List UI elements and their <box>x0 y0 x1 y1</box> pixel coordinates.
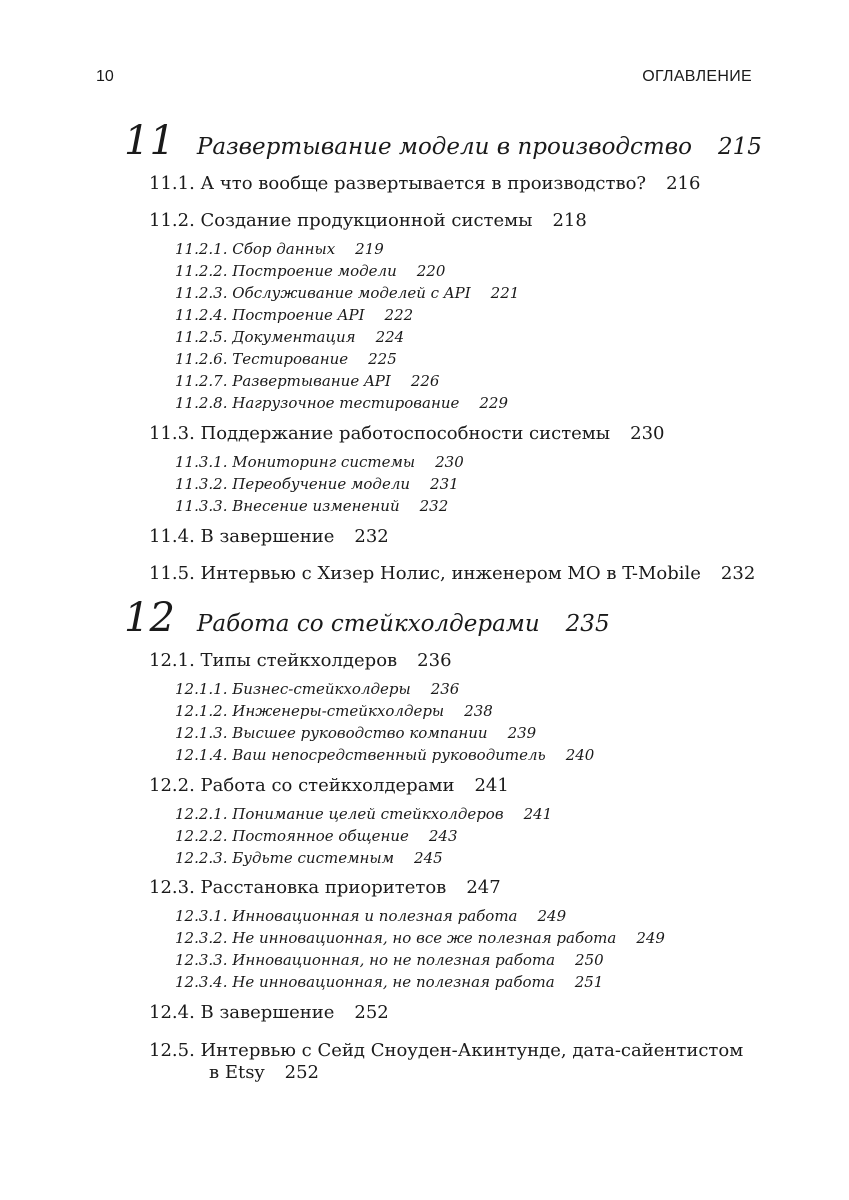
subsection-page: 221 <box>490 284 520 302</box>
subsection-page: 232 <box>419 497 449 515</box>
toc-subsection[interactable] <box>175 951 604 969</box>
toc-subsection[interactable] <box>175 497 448 515</box>
toc-subsection[interactable] <box>175 475 459 493</box>
toc-section[interactable] <box>149 210 587 231</box>
toc-section[interactable] <box>149 775 509 796</box>
subsection-label: 12.3.2. Не инновационная, но все же полезная работа <box>175 929 617 947</box>
subsection-page: 239 <box>507 724 537 742</box>
chapter-heading[interactable] <box>124 595 610 641</box>
subsection-page: 249 <box>537 907 567 925</box>
toc-subsection[interactable] <box>175 372 439 390</box>
subsection-label: 11.3.2. Переобучение модели <box>175 475 411 493</box>
section-label: 11.1. А что вообще развертывается в производство? <box>149 173 647 194</box>
toc-subsection[interactable] <box>175 306 413 324</box>
chapter-title: Работа со стейкхолдерами <box>196 611 540 637</box>
section-label-continued: в Etsy <box>209 1062 265 1083</box>
section-page: 252 <box>284 1062 319 1083</box>
chapter-page: 235 <box>565 611 610 637</box>
subsection-label: 11.2.6. Тестирование <box>175 350 349 368</box>
toc-section[interactable] <box>149 1040 743 1084</box>
subsection-label: 12.1.1. Бизнес-стейкхолдеры <box>175 680 411 698</box>
subsection-page: 224 <box>375 328 405 346</box>
chapter-heading[interactable] <box>124 118 762 164</box>
section-label: 11.2. Создание продукционной системы <box>149 210 533 231</box>
subsection-label: 11.2.7. Развертывание API <box>175 372 391 390</box>
section-label: 12.5. Интервью с Сейд Сноуден-Акинтунде, дата-сайентистом <box>149 1040 744 1061</box>
toc-section[interactable] <box>149 423 665 444</box>
running-title: ОГЛАВЛЕНИЕ <box>642 68 752 85</box>
subsection-page: 220 <box>416 262 446 280</box>
section-page: 218 <box>552 210 587 231</box>
section-page: 230 <box>630 423 665 444</box>
subsection-label: 12.3.1. Инновационная и полезная работа <box>175 907 518 925</box>
section-label: 12.1. Типы стейкхолдеров <box>149 650 398 671</box>
toc-subsection[interactable] <box>175 350 397 368</box>
subsection-label: 11.3.3. Внесение изменений <box>175 497 400 515</box>
toc-section[interactable] <box>149 650 452 671</box>
subsection-label: 11.2.5. Документация <box>175 328 356 346</box>
subsection-label: 12.3.3. Инновационная, но не полезная работа <box>175 951 556 969</box>
toc-section[interactable] <box>149 173 700 194</box>
subsection-label: 12.2.2. Постоянное общение <box>175 827 409 845</box>
subsection-label: 12.3.4. Не инновационная, не полезная работа <box>175 973 555 991</box>
toc-subsection[interactable] <box>175 394 508 412</box>
toc-section[interactable] <box>149 563 755 584</box>
section-page: 232 <box>720 563 756 584</box>
subsection-label: 12.1.2. Инженеры-стейкхолдеры <box>175 702 445 720</box>
subsection-page: 222 <box>384 306 414 324</box>
toc-subsection[interactable] <box>175 328 404 346</box>
page-header <box>96 68 752 90</box>
subsection-page: 231 <box>430 475 459 493</box>
subsection-page: 219 <box>355 240 384 258</box>
subsection-page: 250 <box>575 951 604 969</box>
subsection-label: 12.2.3. Будьте системным <box>175 849 395 867</box>
subsection-label: 11.2.4. Построение API <box>175 306 365 324</box>
section-page: 241 <box>474 775 509 796</box>
subsection-label: 11.3.1. Мониторинг системы <box>175 453 416 471</box>
toc-subsection[interactable] <box>175 680 459 698</box>
section-page: 216 <box>666 173 701 194</box>
toc-subsection[interactable] <box>175 240 384 258</box>
subsection-page: 243 <box>428 827 458 845</box>
toc-section[interactable] <box>149 526 389 547</box>
toc-subsection[interactable] <box>175 453 464 471</box>
subsection-page: 226 <box>410 372 440 390</box>
section-page: 247 <box>466 877 501 898</box>
section-label: 12.3. Расстановка приоритетов <box>149 877 447 898</box>
toc-subsection[interactable] <box>175 827 458 845</box>
chapter-page: 215 <box>717 134 762 160</box>
toc-subsection[interactable] <box>175 262 445 280</box>
section-page: 252 <box>354 1002 389 1023</box>
subsection-label: 12.2.1. Понимание целей стейкхолдеров <box>175 805 504 823</box>
section-page: 232 <box>354 526 389 547</box>
section-label: 12.2. Работа со стейкхолдерами <box>149 775 455 796</box>
section-label: 11.3. Поддержание работоспособности системы <box>149 423 611 444</box>
section-page: 236 <box>417 650 452 671</box>
toc-section[interactable] <box>149 1002 389 1023</box>
subsection-label: 11.2.2. Построение модели <box>175 262 397 280</box>
toc-subsection[interactable] <box>175 929 665 947</box>
chapter-number: 11 <box>124 118 175 164</box>
toc-subsection[interactable] <box>175 805 552 823</box>
subsection-page: 236 <box>430 680 460 698</box>
subsection-page: 249 <box>636 929 665 947</box>
toc-section[interactable] <box>149 877 501 898</box>
subsection-label: 11.2.3. Обслуживание моделей с API <box>175 284 471 302</box>
chapter-title: Развертывание модели в производство <box>196 134 692 160</box>
section-label: 11.5. Интервью с Хизер Нолис, инженером МО в T-Mobile <box>149 563 701 584</box>
subsection-page: 241 <box>523 805 553 823</box>
subsection-label: 11.2.8. Нагрузочное тестирование <box>175 394 460 412</box>
toc-subsection[interactable] <box>175 702 493 720</box>
section-label: 11.4. В завершение <box>149 526 335 547</box>
chapter-number: 12 <box>124 595 175 641</box>
section-label: 12.4. В завершение <box>149 1002 335 1023</box>
page-number: 10 <box>96 68 114 85</box>
toc-subsection[interactable] <box>175 973 603 991</box>
subsection-label: 11.2.1. Сбор данных <box>175 240 336 258</box>
subsection-page: 251 <box>574 973 604 991</box>
subsection-page: 225 <box>368 350 397 368</box>
subsection-page: 240 <box>565 746 595 764</box>
subsection-page: 245 <box>414 849 443 867</box>
subsection-page: 230 <box>435 453 464 471</box>
subsection-page: 229 <box>479 394 509 412</box>
subsection-page: 238 <box>464 702 493 720</box>
toc-subsection[interactable] <box>175 746 594 764</box>
toc-subsection[interactable] <box>175 907 566 925</box>
subsection-label: 12.1.4. Ваш непосредственный руководитель <box>175 746 546 764</box>
toc-subsection[interactable] <box>175 284 519 302</box>
subsection-label: 12.1.3. Высшее руководство компании <box>175 724 488 742</box>
toc-subsection[interactable] <box>175 724 536 742</box>
toc-subsection[interactable] <box>175 849 443 867</box>
